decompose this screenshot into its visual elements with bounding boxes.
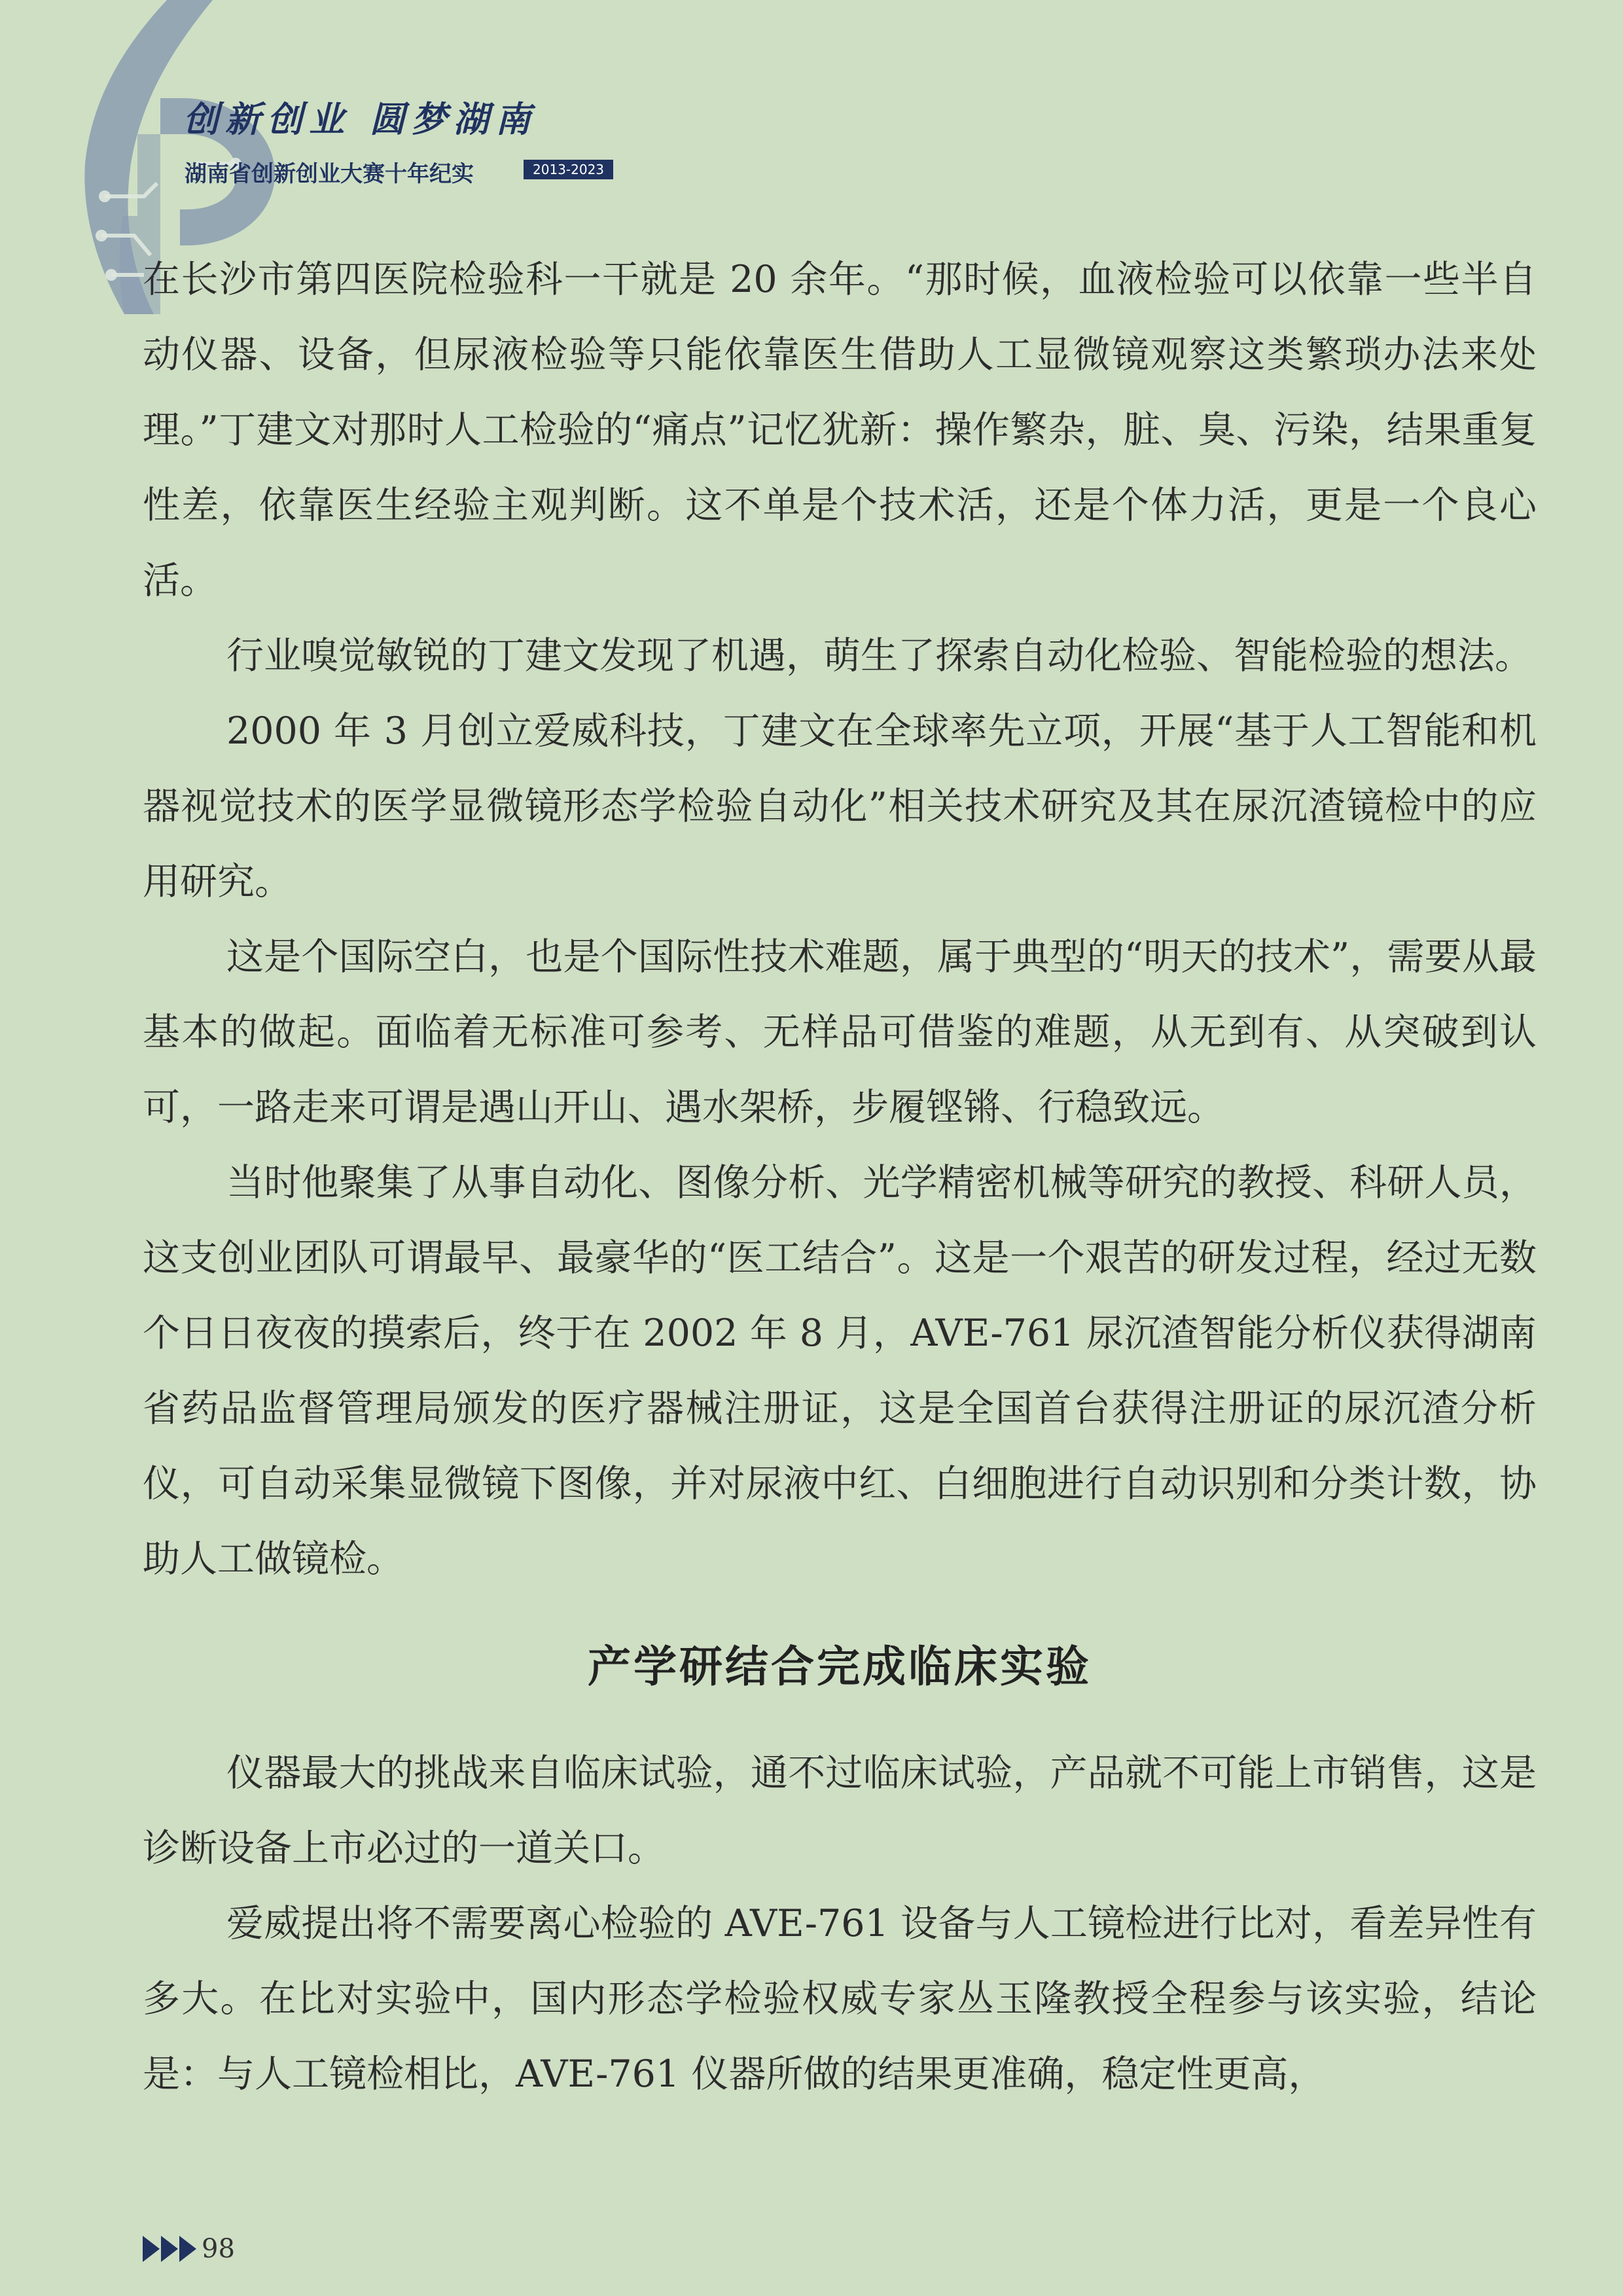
header-subtitle: 湖南省创新创业大赛十年纪实 <box>185 161 474 187</box>
page-footer <box>143 2233 235 2265</box>
paragraph: 仪器最大的挑战来自临床试验，通不过临床试验，产品就不可能上市销售，这是诊断设备上市必过的一道关口。 <box>143 1751 1537 1870</box>
paragraph: 这是个国际空白，也是个国际性技术难题，属于典型的“明天的技术”，需要从最基本的做起。面临着无标准可参考、无样品可借鉴的难题，从无到有、从突破到认可，一路走来可谓是遇山开山、遇水架桥，步履铿锵、行稳致远。 <box>143 935 1537 1129</box>
paragraph: 2000 年 3 月创立爱威科技，丁建文在全球率先立项，开展“基于人工智能和机器视觉技术的医学显微镜形态学检验自动化”相关技术研究及其在尿沉渣镜检中的应用研究。 <box>143 709 1537 903</box>
paragraph: 在长沙市第四医院检验科一干就是 20 余年。“那时候，血液检验可以依靠一些半自动仪器、设备，但尿液检验等只能依靠医生借助人工显微镜观察这类繁琐办法来处理。”丁建文对那时人工检验的“痛点”记忆犹新：操作繁杂，脏、臭、污染，结果重复性差，依靠医生经验主观判断。这不单是个技术活，还是个体力活，更是一个良心活。 <box>143 258 1537 602</box>
header-years-badge: 2013-2023 <box>524 160 613 179</box>
triple-arrow-icon <box>143 2233 198 2265</box>
article-body <box>143 242 1537 2112</box>
paragraph: 行业嗅觉敏锐的丁建文发现了机遇，萌生了探索自动化检验、智能检验的想法。 <box>226 634 1532 677</box>
paragraph: 爱威提出将不需要离心检验的 AVE-761 设备与人工镜检进行比对，看差异性有多大。在比对实验中，国内形态学检验权威专家丛玉隆教授全程参与该实验，结论是：与人工镜检相比，AVE-761 仪器所做的结果更准确，稳定性更高， <box>143 1902 1537 2096</box>
paragraph: 当时他聚集了从事自动化、图像分析、光学精密机械等研究的教授、科研人员，这支创业团队可谓最早、最豪华的“医工结合”。这是一个艰苦的研发过程，经过无数个日日夜夜的摸索后，终于在 2002 年 8 月，AVE-761 尿沉渣智能分析仪获得湖南省药品监督管理局颁发的医疗器械注册证，这是全国首台获得注册证的尿沉渣分析仪，可自动采集显微镜下图像，并对尿液中红、白细胞进行自动识别和分类计数，协助人工做镜检。 <box>143 1161 1537 1581</box>
header-slogan: 创新创业 圆梦湖南 <box>183 98 537 140</box>
section-heading: 产学研结合完成临床实验 <box>588 1641 1092 1692</box>
page-number: 98 <box>202 2234 235 2264</box>
